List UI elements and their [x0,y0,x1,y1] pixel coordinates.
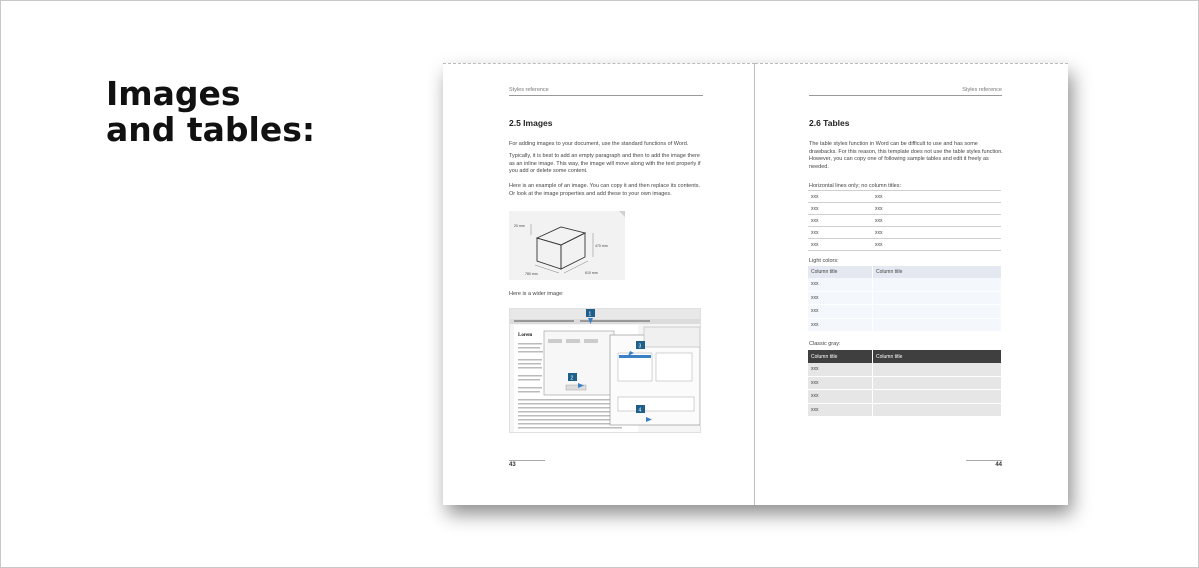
table-row [808,390,1001,404]
table-cell: xxx [872,239,1001,251]
column-header: Column title [808,350,873,363]
table-cell [873,305,1002,319]
table-caption: Light colors: [809,258,839,264]
screenshot-drawing [510,309,700,432]
page-number: 44 [966,460,1002,468]
table-cell: xxx [808,291,873,305]
dim-label: 610 mm [585,271,598,275]
paragraph: For adding images to your document, use the standard functions of Word. [509,141,689,147]
table-cell: xxx [808,318,873,332]
running-head: Styles reference [509,87,703,96]
table-row [808,215,1001,227]
callout-number: 2 [570,375,574,382]
table-cell: xxx [872,191,1001,203]
table-cell: xxx [872,227,1001,239]
table-cell [873,376,1002,390]
table-cell: xxx [808,203,872,215]
callout-number: 3 [638,343,642,350]
table-cell: xxx [808,376,873,390]
left-page [443,63,755,505]
table-cell: xxx [808,215,872,227]
table-cell [873,318,1002,332]
table-row [808,291,1001,305]
table-caption: Horizontal lines only; no column titles: [809,183,902,189]
table-cell [873,390,1002,404]
page-number: 43 [509,460,545,468]
table-cell [873,363,1002,376]
table-cell: xxx [808,278,873,291]
wide-screenshot-image [509,308,701,433]
paragraph: Typically, it is best to add an empty paragraph and then to add the image there as an inline image. This way, the image will move along with the text properly if you add or delete some content. [509,153,701,174]
table-cell: xxx [808,403,873,417]
dim-label: 780 mm [525,272,538,276]
paragraph: The table styles function in Word can be difficult to use and has some drawbacks. For this reason, this template does not use the table styles function. However, you can copy one of following sample tables and edit it freely as needed. [809,141,1003,170]
document-spread [443,63,1068,504]
column-header: Column title [873,266,1002,278]
doc-heading: Lorem [518,333,533,338]
paragraph: Here is an example of an image. You can copy it and then replace its contents. Or look at the image properties and add these to your own images. [509,183,701,197]
section-heading: 2.6 Tables [809,118,850,128]
slide-title [106,76,315,148]
dim-label: 20 mm [514,224,525,228]
table-cell: xxx [872,215,1001,227]
table-cell: xxx [808,227,872,239]
table-row [808,227,1001,239]
paragraph: Here is a wider image: [509,291,564,297]
slide-title-line2: and tables: [106,110,316,149]
table-cell [873,278,1002,291]
table-horizontal-lines [808,190,1001,251]
table-cell: xxx [808,305,873,319]
box-drawing [509,211,625,280]
box-image [509,211,625,280]
table-cell: xxx [872,203,1001,215]
table-row [808,191,1001,203]
table-row [808,203,1001,215]
table-cell: xxx [808,363,873,376]
table-row [808,403,1001,417]
table-row [808,318,1001,332]
table-row [808,376,1001,390]
section-heading: 2.5 Images [509,118,553,128]
table-caption: Classic gray: [809,341,841,347]
table-cell: xxx [808,191,872,203]
callout-number: 1 [588,311,592,318]
dim-label: 470 mm [595,244,608,248]
table-light-colors [808,266,1001,332]
table-row [808,278,1001,291]
table-row [808,239,1001,251]
table-cell: xxx [808,239,872,251]
slide-title-line1: Images [106,74,241,113]
table-cell [873,403,1002,417]
table-cell: xxx [808,390,873,404]
running-head: Styles reference [809,87,1002,96]
table-row [808,363,1001,376]
column-header: Column title [808,266,873,278]
table-row [808,305,1001,319]
table-cell [873,291,1002,305]
callout-number: 4 [638,407,642,414]
column-header: Column title [873,350,1002,363]
table-classic-gray [808,350,1001,417]
